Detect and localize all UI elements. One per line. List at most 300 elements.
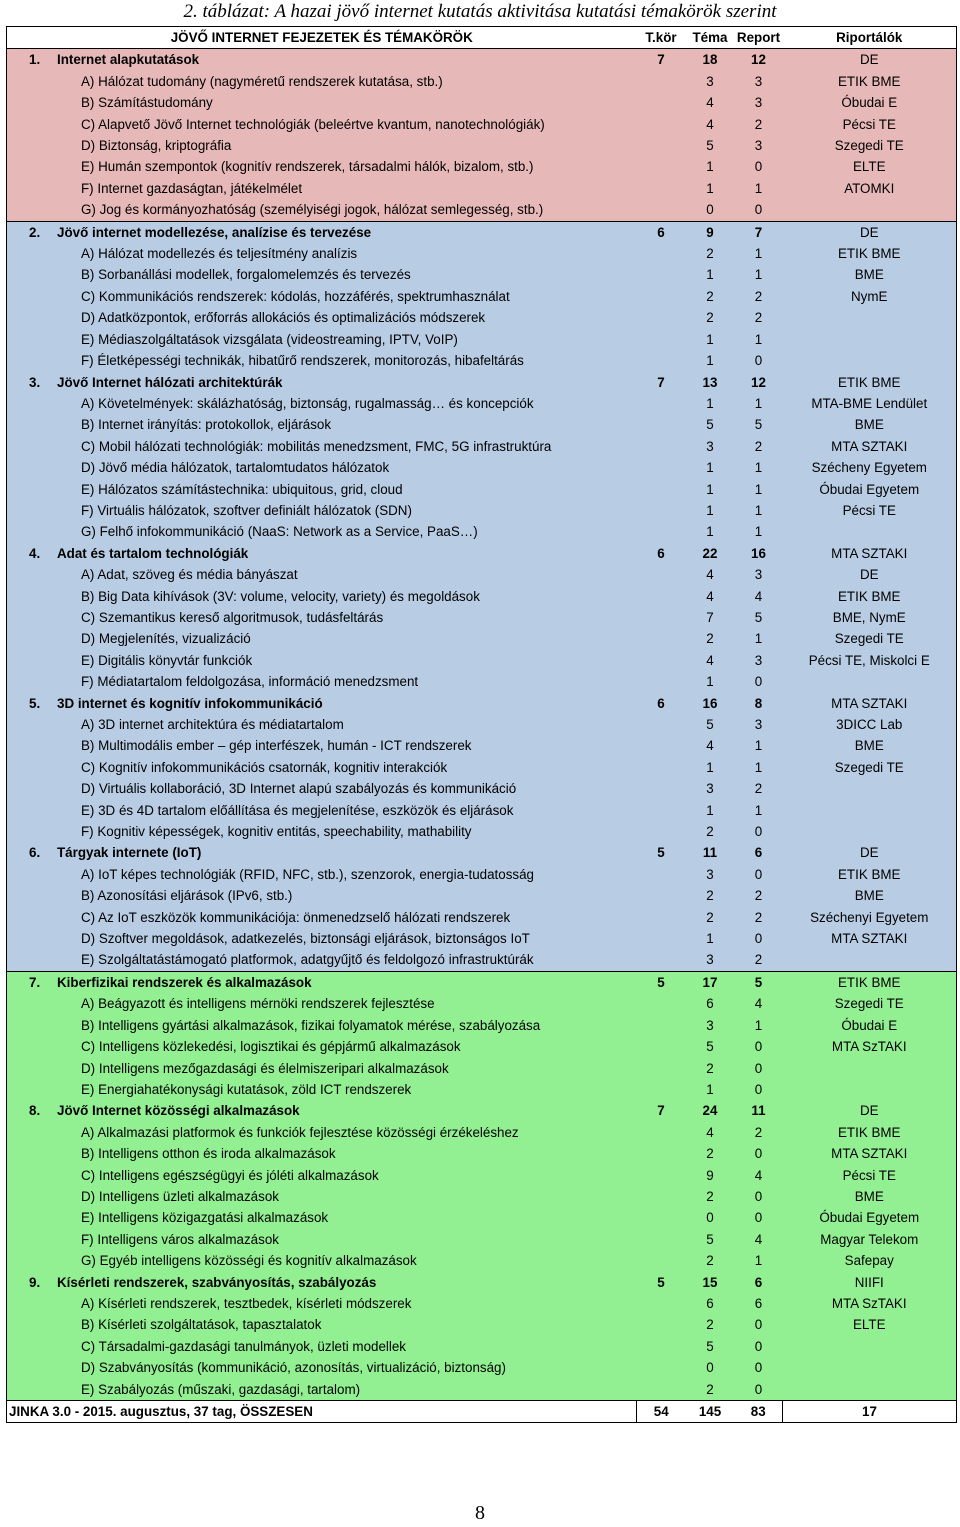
topic-row bbox=[7, 714, 957, 735]
research-topics-table bbox=[6, 26, 957, 1423]
topic-name: F) Intelligens város alkalmazások bbox=[7, 1229, 637, 1250]
topic-report: 1 bbox=[735, 1250, 783, 1271]
topic-tema: 4 bbox=[686, 650, 735, 671]
topic-tema: 5 bbox=[686, 1036, 735, 1057]
topic-tkor bbox=[637, 500, 686, 521]
topic-tema: 4 bbox=[686, 114, 735, 135]
section-row bbox=[7, 1272, 957, 1293]
topic-report: 3 bbox=[735, 135, 783, 156]
topic-riportalo: BME bbox=[783, 1186, 957, 1207]
topic-tema: 2 bbox=[686, 243, 735, 264]
topic-riportalo: Szegedi TE bbox=[783, 628, 957, 649]
topic-row bbox=[7, 586, 957, 607]
section-name: Jövő internet modellezése, analízise és tervezése bbox=[57, 224, 372, 240]
section-tkor: 6 bbox=[637, 693, 686, 714]
topic-row bbox=[7, 778, 957, 799]
table-caption: 2. táblázat: A hazai jövő internet kutatás aktivitása kutatási témakörök szerint bbox=[183, 1, 777, 22]
header-report: Report bbox=[735, 27, 783, 49]
topic-report: 0 bbox=[735, 1079, 783, 1100]
topic-report: 0 bbox=[735, 1036, 783, 1057]
topic-name: B) Intelligens gyártási alkalmazások, fizikai folyamatok mérése, szabályozása bbox=[7, 1015, 637, 1036]
topic-tkor bbox=[637, 993, 686, 1014]
topic-name: F) Médiatartalom feldolgozása, információ menedzsment bbox=[7, 671, 637, 692]
section-tema: 18 bbox=[686, 49, 735, 71]
topic-riportalo bbox=[783, 329, 957, 350]
topic-tema: 1 bbox=[686, 800, 735, 821]
topic-report: 1 bbox=[735, 393, 783, 414]
topic-row bbox=[7, 564, 957, 585]
topic-tema: 2 bbox=[686, 1314, 735, 1335]
topic-tkor bbox=[637, 1336, 686, 1357]
topic-name: D) Megjelenítés, vizualizáció bbox=[7, 628, 637, 649]
topic-tkor bbox=[637, 628, 686, 649]
topic-name: B) Sorbanállási modellek, forgalomelemzés és tervezés bbox=[7, 264, 637, 285]
topic-report: 0 bbox=[735, 156, 783, 177]
topic-riportalo: Óbudai Egyetem bbox=[783, 1207, 957, 1228]
topic-name: E) Energiahatékonysági kutatások, zöld ICT rendszerek bbox=[7, 1079, 637, 1100]
topic-name: D) Biztonság, kriptográfia bbox=[7, 135, 637, 156]
topic-name: C) Intelligens közlekedési, logisztikai és gépjármű alkalmazások bbox=[7, 1036, 637, 1057]
topic-tema: 1 bbox=[686, 500, 735, 521]
section-name: Tárgyak internete (IoT) bbox=[57, 845, 202, 861]
topic-tkor bbox=[637, 1379, 686, 1401]
topic-report: 2 bbox=[735, 307, 783, 328]
section-name: Jövő Internet közösségi alkalmazások bbox=[57, 1103, 300, 1119]
section-report: 5 bbox=[735, 971, 783, 993]
topic-report: 4 bbox=[735, 993, 783, 1014]
topic-tkor bbox=[637, 564, 686, 585]
topic-riportalo: Óbudai E bbox=[783, 1015, 957, 1036]
topic-riportalo bbox=[783, 1079, 957, 1100]
topic-row bbox=[7, 1229, 957, 1250]
topic-tkor bbox=[637, 1314, 686, 1335]
topic-tema: 2 bbox=[686, 1379, 735, 1401]
section-name: Kísérleti rendszerek, szabványosítás, szabályozás bbox=[57, 1274, 377, 1290]
topic-row bbox=[7, 414, 957, 435]
topic-report: 2 bbox=[735, 114, 783, 135]
topic-row bbox=[7, 71, 957, 92]
topic-tema: 6 bbox=[686, 1293, 735, 1314]
topic-report: 2 bbox=[735, 436, 783, 457]
topic-tema: 3 bbox=[686, 864, 735, 885]
topic-report: 2 bbox=[735, 949, 783, 971]
section-riportalo: ETIK BME bbox=[783, 971, 957, 993]
topic-riportalo: DE bbox=[783, 564, 957, 585]
topic-row bbox=[7, 1079, 957, 1100]
topic-tkor bbox=[637, 949, 686, 971]
topic-row bbox=[7, 735, 957, 756]
topic-row bbox=[7, 1207, 957, 1228]
topic-row bbox=[7, 135, 957, 156]
topic-report: 2 bbox=[735, 778, 783, 799]
topic-tkor bbox=[637, 671, 686, 692]
page-number: 8 bbox=[475, 1502, 485, 1524]
topic-tkor bbox=[637, 735, 686, 756]
section-row bbox=[7, 221, 957, 243]
topic-riportalo bbox=[783, 800, 957, 821]
topic-name: C) Alapvető Jövő Internet technológiák (beleértve kvantum, nanotechnológiák) bbox=[7, 114, 637, 135]
topic-tema: 5 bbox=[686, 414, 735, 435]
topic-report: 3 bbox=[735, 71, 783, 92]
topic-name: A) IoT képes technológiák (RFID, NFC, stb.), szenzorok, energia-tudatosság bbox=[7, 864, 637, 885]
topic-tema: 5 bbox=[686, 1229, 735, 1250]
topic-row bbox=[7, 993, 957, 1014]
section-number: 7. bbox=[29, 974, 41, 990]
topic-report: 2 bbox=[735, 907, 783, 928]
topic-name: B) Kísérleti szolgáltatások, tapasztalatok bbox=[7, 1314, 637, 1335]
topic-report: 1 bbox=[735, 479, 783, 500]
topic-name: G) Egyéb intelligens közösségi és kognitív alkalmazások bbox=[7, 1250, 637, 1271]
header-tema: Téma bbox=[686, 27, 735, 49]
topic-tkor bbox=[637, 1229, 686, 1250]
section-number: 1. bbox=[29, 52, 41, 68]
topic-report: 0 bbox=[735, 350, 783, 371]
topic-tkor bbox=[637, 650, 686, 671]
topic-report: 4 bbox=[735, 1229, 783, 1250]
section-tkor: 6 bbox=[637, 543, 686, 564]
topic-row bbox=[7, 199, 957, 221]
topic-tkor bbox=[637, 1250, 686, 1271]
section-number: 8. bbox=[29, 1103, 41, 1119]
section-tema: 17 bbox=[686, 971, 735, 993]
topic-row bbox=[7, 178, 957, 199]
topic-name: B) Multimodális ember – gép interfészek, humán - ICT rendszerek bbox=[7, 735, 637, 756]
topic-report: 3 bbox=[735, 714, 783, 735]
section-title bbox=[7, 1272, 637, 1293]
section-riportalo: MTA SZTAKI bbox=[783, 543, 957, 564]
topic-row bbox=[7, 114, 957, 135]
section-riportalo: ETIK BME bbox=[783, 372, 957, 393]
topic-report: 1 bbox=[735, 243, 783, 264]
topic-tkor bbox=[637, 1015, 686, 1036]
topic-tkor bbox=[637, 307, 686, 328]
topic-report: 1 bbox=[735, 457, 783, 478]
topic-tkor bbox=[637, 586, 686, 607]
topic-name: F) Életképességi technikák, hibatűrő rendszerek, monitorozás, hibafeltárás bbox=[7, 350, 637, 371]
section-row bbox=[7, 543, 957, 564]
topic-riportalo bbox=[783, 350, 957, 371]
topic-tema: 5 bbox=[686, 135, 735, 156]
topic-name: C) Mobil hálózati technológiák: mobilitás menedzsment, FMC, 5G infrastruktúra bbox=[7, 436, 637, 457]
topic-tema: 4 bbox=[686, 92, 735, 113]
topic-tkor bbox=[637, 864, 686, 885]
topic-report: 0 bbox=[735, 1207, 783, 1228]
topic-name: E) Hálózatos számítástechnika: ubiquitous, grid, cloud bbox=[7, 479, 637, 500]
topic-tema: 3 bbox=[686, 778, 735, 799]
topic-tema: 1 bbox=[686, 1079, 735, 1100]
topic-row bbox=[7, 1036, 957, 1057]
topic-row bbox=[7, 500, 957, 521]
topic-riportalo: MTA SZTAKI bbox=[783, 1143, 957, 1164]
section-report: 11 bbox=[735, 1100, 783, 1121]
topic-riportalo: BME bbox=[783, 264, 957, 285]
topic-riportalo: Széchenyi Egyetem bbox=[783, 907, 957, 928]
section-title bbox=[7, 49, 637, 71]
topic-riportalo bbox=[783, 778, 957, 799]
header-riportalok: Riportálók bbox=[783, 27, 957, 49]
topic-riportalo: MTA SzTAKI bbox=[783, 1036, 957, 1057]
topic-row bbox=[7, 1186, 957, 1207]
topic-tkor bbox=[637, 1143, 686, 1164]
topic-name: C) Szemantikus kereső algoritmusok, tudásfeltárás bbox=[7, 607, 637, 628]
total-tema: 145 bbox=[686, 1401, 735, 1423]
topic-riportalo: ELTE bbox=[783, 156, 957, 177]
section-tkor: 5 bbox=[637, 842, 686, 863]
topic-riportalo bbox=[783, 199, 957, 221]
topic-tema: 1 bbox=[686, 757, 735, 778]
topic-name: E) Digitális könyvtár funkciók bbox=[7, 650, 637, 671]
topic-row bbox=[7, 1058, 957, 1079]
section-row bbox=[7, 971, 957, 993]
topic-tkor bbox=[637, 457, 686, 478]
section-report: 12 bbox=[735, 49, 783, 71]
topic-row bbox=[7, 92, 957, 113]
section-tkor: 7 bbox=[637, 1100, 686, 1121]
topic-tkor bbox=[637, 1058, 686, 1079]
topic-tkor bbox=[637, 757, 686, 778]
topic-tema: 2 bbox=[686, 628, 735, 649]
section-title bbox=[7, 693, 637, 714]
topic-tkor bbox=[637, 1165, 686, 1186]
topic-riportalo: NymE bbox=[783, 286, 957, 307]
topic-tema: 2 bbox=[686, 1058, 735, 1079]
topic-riportalo bbox=[783, 307, 957, 328]
topic-name: B) Internet irányítás: protokollok, eljárások bbox=[7, 414, 637, 435]
topic-report: 1 bbox=[735, 521, 783, 542]
topic-report: 3 bbox=[735, 650, 783, 671]
topic-riportalo: ATOMKI bbox=[783, 178, 957, 199]
topic-row bbox=[7, 350, 957, 371]
topic-tema: 2 bbox=[686, 821, 735, 842]
topic-riportalo: ETIK BME bbox=[783, 71, 957, 92]
section-name: Internet alapkutatások bbox=[57, 52, 200, 68]
topic-tema: 4 bbox=[686, 564, 735, 585]
topic-name: B) Intelligens otthon és iroda alkalmazások bbox=[7, 1143, 637, 1164]
topic-tkor bbox=[637, 714, 686, 735]
topic-name: E) Intelligens közigazgatási alkalmazások bbox=[7, 1207, 637, 1228]
topic-row bbox=[7, 821, 957, 842]
section-riportalo: DE bbox=[783, 221, 957, 243]
topic-report: 4 bbox=[735, 1165, 783, 1186]
topic-tkor bbox=[637, 1079, 686, 1100]
section-report: 12 bbox=[735, 372, 783, 393]
topic-riportalo bbox=[783, 1058, 957, 1079]
topic-report: 0 bbox=[735, 1058, 783, 1079]
topic-name: G) Felhő infokommunikáció (NaaS: Network as a Service, PaaS…) bbox=[7, 521, 637, 542]
section-tema: 24 bbox=[686, 1100, 735, 1121]
topic-tkor bbox=[637, 778, 686, 799]
section-tema: 22 bbox=[686, 543, 735, 564]
topic-riportalo: BME, NymE bbox=[783, 607, 957, 628]
topic-row bbox=[7, 1379, 957, 1401]
topic-name: D) Intelligens mezőgazdasági és élelmiszeripari alkalmazások bbox=[7, 1058, 637, 1079]
topic-row bbox=[7, 949, 957, 971]
topic-tema: 1 bbox=[686, 521, 735, 542]
topic-name: D) Adatközpontok, erőforrás allokációs és optimalizációs módszerek bbox=[7, 307, 637, 328]
topic-name: C) Társadalmi-gazdasági tanulmányok, üzleti modellek bbox=[7, 1336, 637, 1357]
section-tema: 13 bbox=[686, 372, 735, 393]
topic-name: D) Jövő média hálózatok, tartalomtudatos hálózatok bbox=[7, 457, 637, 478]
topic-riportalo: MTA SZTAKI bbox=[783, 436, 957, 457]
topic-tkor bbox=[637, 521, 686, 542]
topic-riportalo: Óbudai E bbox=[783, 92, 957, 113]
topic-tema: 2 bbox=[686, 1186, 735, 1207]
section-tkor: 7 bbox=[637, 49, 686, 71]
section-tema: 15 bbox=[686, 1272, 735, 1293]
topic-row bbox=[7, 521, 957, 542]
topic-tema: 2 bbox=[686, 907, 735, 928]
topic-tkor bbox=[637, 243, 686, 264]
topic-report: 0 bbox=[735, 821, 783, 842]
topic-tema: 1 bbox=[686, 156, 735, 177]
topic-report: 1 bbox=[735, 1015, 783, 1036]
topic-name: E) Szabályozás (műszaki, gazdasági, tartalom) bbox=[7, 1379, 637, 1401]
topic-row bbox=[7, 885, 957, 906]
section-riportalo: DE bbox=[783, 842, 957, 863]
topic-tema: 6 bbox=[686, 993, 735, 1014]
section-number: 2. bbox=[29, 224, 41, 240]
topic-row bbox=[7, 607, 957, 628]
topic-name: F) Kognitiv képességek, kognitiv entitás, speechability, mathability bbox=[7, 821, 637, 842]
section-tema: 9 bbox=[686, 221, 735, 243]
topic-tkor bbox=[637, 329, 686, 350]
total-report: 83 bbox=[735, 1401, 783, 1423]
topic-name: G) Jog és kormányozhatóság (személyiségi jogok, hálózat semlegesség, stb.) bbox=[7, 199, 637, 221]
topic-riportalo: 3DICC Lab bbox=[783, 714, 957, 735]
topic-name: B) Azonosítási eljárások (IPv6, stb.) bbox=[7, 885, 637, 906]
section-title bbox=[7, 221, 637, 243]
topic-report: 0 bbox=[735, 1357, 783, 1378]
topic-report: 0 bbox=[735, 1314, 783, 1335]
topic-tema: 2 bbox=[686, 1250, 735, 1271]
topic-report: 0 bbox=[735, 1143, 783, 1164]
section-title bbox=[7, 372, 637, 393]
topic-row bbox=[7, 757, 957, 778]
topic-tkor bbox=[637, 1357, 686, 1378]
section-row bbox=[7, 49, 957, 71]
topic-tkor bbox=[637, 907, 686, 928]
topic-report: 2 bbox=[735, 286, 783, 307]
topic-riportalo: Szegedi TE bbox=[783, 757, 957, 778]
topic-tkor bbox=[637, 1036, 686, 1057]
topic-row bbox=[7, 650, 957, 671]
section-tema: 16 bbox=[686, 693, 735, 714]
topic-riportalo bbox=[783, 1379, 957, 1401]
section-riportalo: DE bbox=[783, 49, 957, 71]
section-name: Jövő Internet hálózati architektúrák bbox=[57, 374, 283, 390]
topic-row bbox=[7, 1314, 957, 1335]
section-row bbox=[7, 693, 957, 714]
section-row bbox=[7, 372, 957, 393]
total-row bbox=[7, 1401, 957, 1423]
topic-row bbox=[7, 864, 957, 885]
topic-riportalo: Pécsi TE bbox=[783, 1165, 957, 1186]
topic-row bbox=[7, 1015, 957, 1036]
topic-row bbox=[7, 156, 957, 177]
total-tkor: 54 bbox=[637, 1401, 686, 1423]
topic-tkor bbox=[637, 71, 686, 92]
topic-name: A) Adat, szöveg és média bányászat bbox=[7, 564, 637, 585]
topic-riportalo: ETIK BME bbox=[783, 864, 957, 885]
topic-name: E) Humán szempontok (kognitív rendszerek, társadalmi hálók, bizalom, stb.) bbox=[7, 156, 637, 177]
section-number: 5. bbox=[29, 695, 41, 711]
topic-tkor bbox=[637, 199, 686, 221]
topic-row bbox=[7, 264, 957, 285]
topic-name: A) Hálózat tudomány (nagyméretű rendszerek kutatása, stb.) bbox=[7, 71, 637, 92]
topic-tkor bbox=[637, 114, 686, 135]
topic-riportalo bbox=[783, 671, 957, 692]
topic-name: C) Az IoT eszközök kommunikációja: önmenedzselő hálózati rendszerek bbox=[7, 907, 637, 928]
topic-riportalo bbox=[783, 1357, 957, 1378]
topic-riportalo: BME bbox=[783, 735, 957, 756]
topic-name: F) Internet gazdaságtan, játékelmélet bbox=[7, 178, 637, 199]
topic-name: E) Szolgáltatástámogató platformok, adatgyűjtő és feldolgozó infrastruktúrák bbox=[7, 949, 637, 971]
topic-report: 0 bbox=[735, 928, 783, 949]
topic-name: B) Számítástudomány bbox=[7, 92, 637, 113]
section-report: 8 bbox=[735, 693, 783, 714]
topic-tema: 4 bbox=[686, 735, 735, 756]
section-name: Kiberfizikai rendszerek és alkalmazások bbox=[57, 974, 312, 990]
topic-tema: 1 bbox=[686, 264, 735, 285]
topic-report: 1 bbox=[735, 264, 783, 285]
topic-tkor bbox=[637, 286, 686, 307]
topic-row bbox=[7, 479, 957, 500]
section-row bbox=[7, 842, 957, 863]
topic-tkor bbox=[637, 414, 686, 435]
topic-tkor bbox=[637, 178, 686, 199]
topic-riportalo: ETIK BME bbox=[783, 586, 957, 607]
topic-name: A) Beágyazott és intelligens mérnöki rendszerek fejlesztése bbox=[7, 993, 637, 1014]
topic-riportalo: Szegedi TE bbox=[783, 135, 957, 156]
section-row bbox=[7, 1100, 957, 1121]
topic-row bbox=[7, 393, 957, 414]
topic-tkor bbox=[637, 885, 686, 906]
topic-tema: 1 bbox=[686, 479, 735, 500]
topic-report: 3 bbox=[735, 564, 783, 585]
topic-riportalo: BME bbox=[783, 414, 957, 435]
section-report: 6 bbox=[735, 842, 783, 863]
section-title bbox=[7, 543, 637, 564]
topic-tkor bbox=[637, 393, 686, 414]
topic-report: 1 bbox=[735, 178, 783, 199]
topic-riportalo: BME bbox=[783, 885, 957, 906]
topic-report: 0 bbox=[735, 199, 783, 221]
topic-row bbox=[7, 671, 957, 692]
topic-report: 1 bbox=[735, 500, 783, 521]
topic-tkor bbox=[637, 264, 686, 285]
topic-name: C) Intelligens egészségügyi és jóléti alkalmazások bbox=[7, 1165, 637, 1186]
section-tkor: 5 bbox=[637, 1272, 686, 1293]
topic-tkor bbox=[637, 1293, 686, 1314]
topic-riportalo: ETIK BME bbox=[783, 1122, 957, 1143]
topic-name: E) Médiaszolgáltatások vizsgálata (videostreaming, IPTV, VoIP) bbox=[7, 329, 637, 350]
topic-tkor bbox=[637, 1186, 686, 1207]
total-label: JINKA 3.0 - 2015. augusztus, 37 tag, ÖSSZESEN bbox=[7, 1401, 637, 1423]
topic-riportalo: Pécsi TE, Miskolci E bbox=[783, 650, 957, 671]
topic-riportalo bbox=[783, 1336, 957, 1357]
topic-riportalo: Óbudai Egyetem bbox=[783, 479, 957, 500]
section-tkor: 7 bbox=[637, 372, 686, 393]
table-header-row bbox=[7, 27, 957, 49]
topic-row bbox=[7, 286, 957, 307]
section-tema: 11 bbox=[686, 842, 735, 863]
topic-name: A) Kísérleti rendszerek, tesztbedek, kísérleti módszerek bbox=[7, 1293, 637, 1314]
topic-tema: 3 bbox=[686, 949, 735, 971]
topic-row bbox=[7, 1165, 957, 1186]
topic-tema: 1 bbox=[686, 671, 735, 692]
topic-tema: 5 bbox=[686, 714, 735, 735]
section-number: 3. bbox=[29, 374, 41, 390]
